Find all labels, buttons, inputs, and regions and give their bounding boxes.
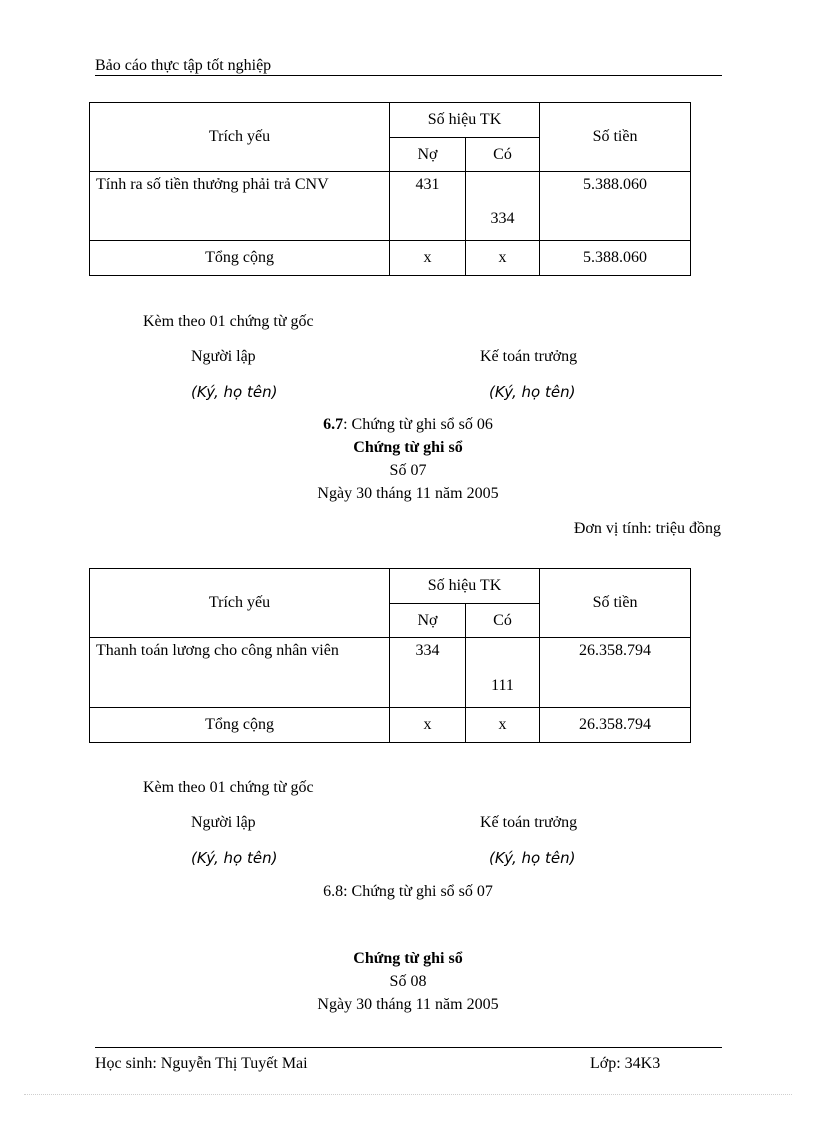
chief-accountant-label: Kế toán trưởng [480, 348, 578, 365]
preparer-label: Người lập [191, 814, 256, 831]
attached-docs-note: Kèm theo 01 chứng từ gốc [143, 779, 314, 796]
total-credit: x [466, 241, 540, 276]
figure-caption-6-8: 6.8: Chứng từ ghi sổ số 07 [323, 883, 493, 900]
caption-number: 6.7 [323, 416, 344, 433]
footer-class: Lớp: 34K3 [590, 1055, 661, 1072]
total-row [90, 241, 691, 276]
row-amount: 5.388.060 [540, 172, 691, 241]
col-credit-header: Có [466, 138, 540, 172]
total-label: Tổng cộng [90, 708, 390, 743]
chief-accountant-sign-note: (Ký, họ tên) [489, 849, 576, 867]
total-debit: x [390, 708, 466, 743]
preparer-label: Người lập [191, 348, 256, 365]
total-label: Tổng cộng [90, 241, 390, 276]
col-account-header: Số hiệu TK [390, 569, 540, 604]
row-credit: 111 [466, 638, 540, 708]
footer-student: Học sinh: Nguyễn Thị Tuyết Mai [95, 1055, 308, 1072]
voucher-08-date: Ngày 30 tháng 11 năm 2005 [317, 996, 499, 1013]
voucher-07-table [89, 568, 691, 743]
footer-divider [95, 1047, 722, 1048]
col-summary-header: Trích yếu [90, 103, 390, 172]
voucher-08-title: Chứng từ ghi sổ [353, 950, 463, 967]
total-row [90, 708, 691, 743]
total-debit: x [390, 241, 466, 276]
col-amount-header: Số tiền [540, 103, 691, 172]
figure-caption-6-7 [0, 416, 816, 434]
col-debit-header: Nợ [390, 138, 466, 172]
unit-note: Đơn vị tính: triệu đồng [573, 520, 721, 537]
col-debit-header: Nợ [390, 604, 466, 638]
row-debit: 431 [390, 172, 466, 241]
row-credit: 334 [466, 172, 540, 241]
caption-text: : Chứng từ ghi sổ số 06 [343, 416, 493, 433]
total-credit: x [466, 708, 540, 743]
row-amount: 26.358.794 [540, 638, 691, 708]
preparer-sign-note: (Ký, họ tên) [191, 383, 278, 401]
chief-accountant-label: Kế toán trưởng [480, 814, 578, 831]
col-summary-header: Trích yếu [90, 569, 390, 638]
attached-docs-note: Kèm theo 01 chứng từ gốc [143, 313, 314, 330]
row-desc: Tính ra số tiền thưởng phải trả CNV [90, 172, 390, 241]
chief-accountant-sign-note: (Ký, họ tên) [489, 383, 576, 401]
voucher-07-number: Số 07 [389, 462, 427, 479]
row-desc: Thanh toán lương cho công nhân viên [90, 638, 390, 708]
table-row [90, 172, 691, 241]
page-edge-divider [24, 1094, 792, 1095]
report-header-title: Bảo cáo thực tập tốt nghiệp [95, 57, 272, 74]
row-debit: 334 [390, 638, 466, 708]
voucher-07-title: Chứng từ ghi sổ [353, 439, 463, 456]
preparer-sign-note: (Ký, họ tên) [191, 849, 278, 867]
col-credit-header: Có [466, 604, 540, 638]
total-amount: 5.388.060 [540, 241, 691, 276]
voucher-08-number: Số 08 [389, 973, 427, 990]
header-divider [95, 75, 722, 76]
col-amount-header: Số tiền [540, 569, 691, 638]
col-account-header: Số hiệu TK [390, 103, 540, 138]
voucher-07-date: Ngày 30 tháng 11 năm 2005 [317, 485, 499, 502]
total-amount: 26.358.794 [540, 708, 691, 743]
voucher-06-table [89, 102, 691, 276]
table-row [90, 638, 691, 708]
